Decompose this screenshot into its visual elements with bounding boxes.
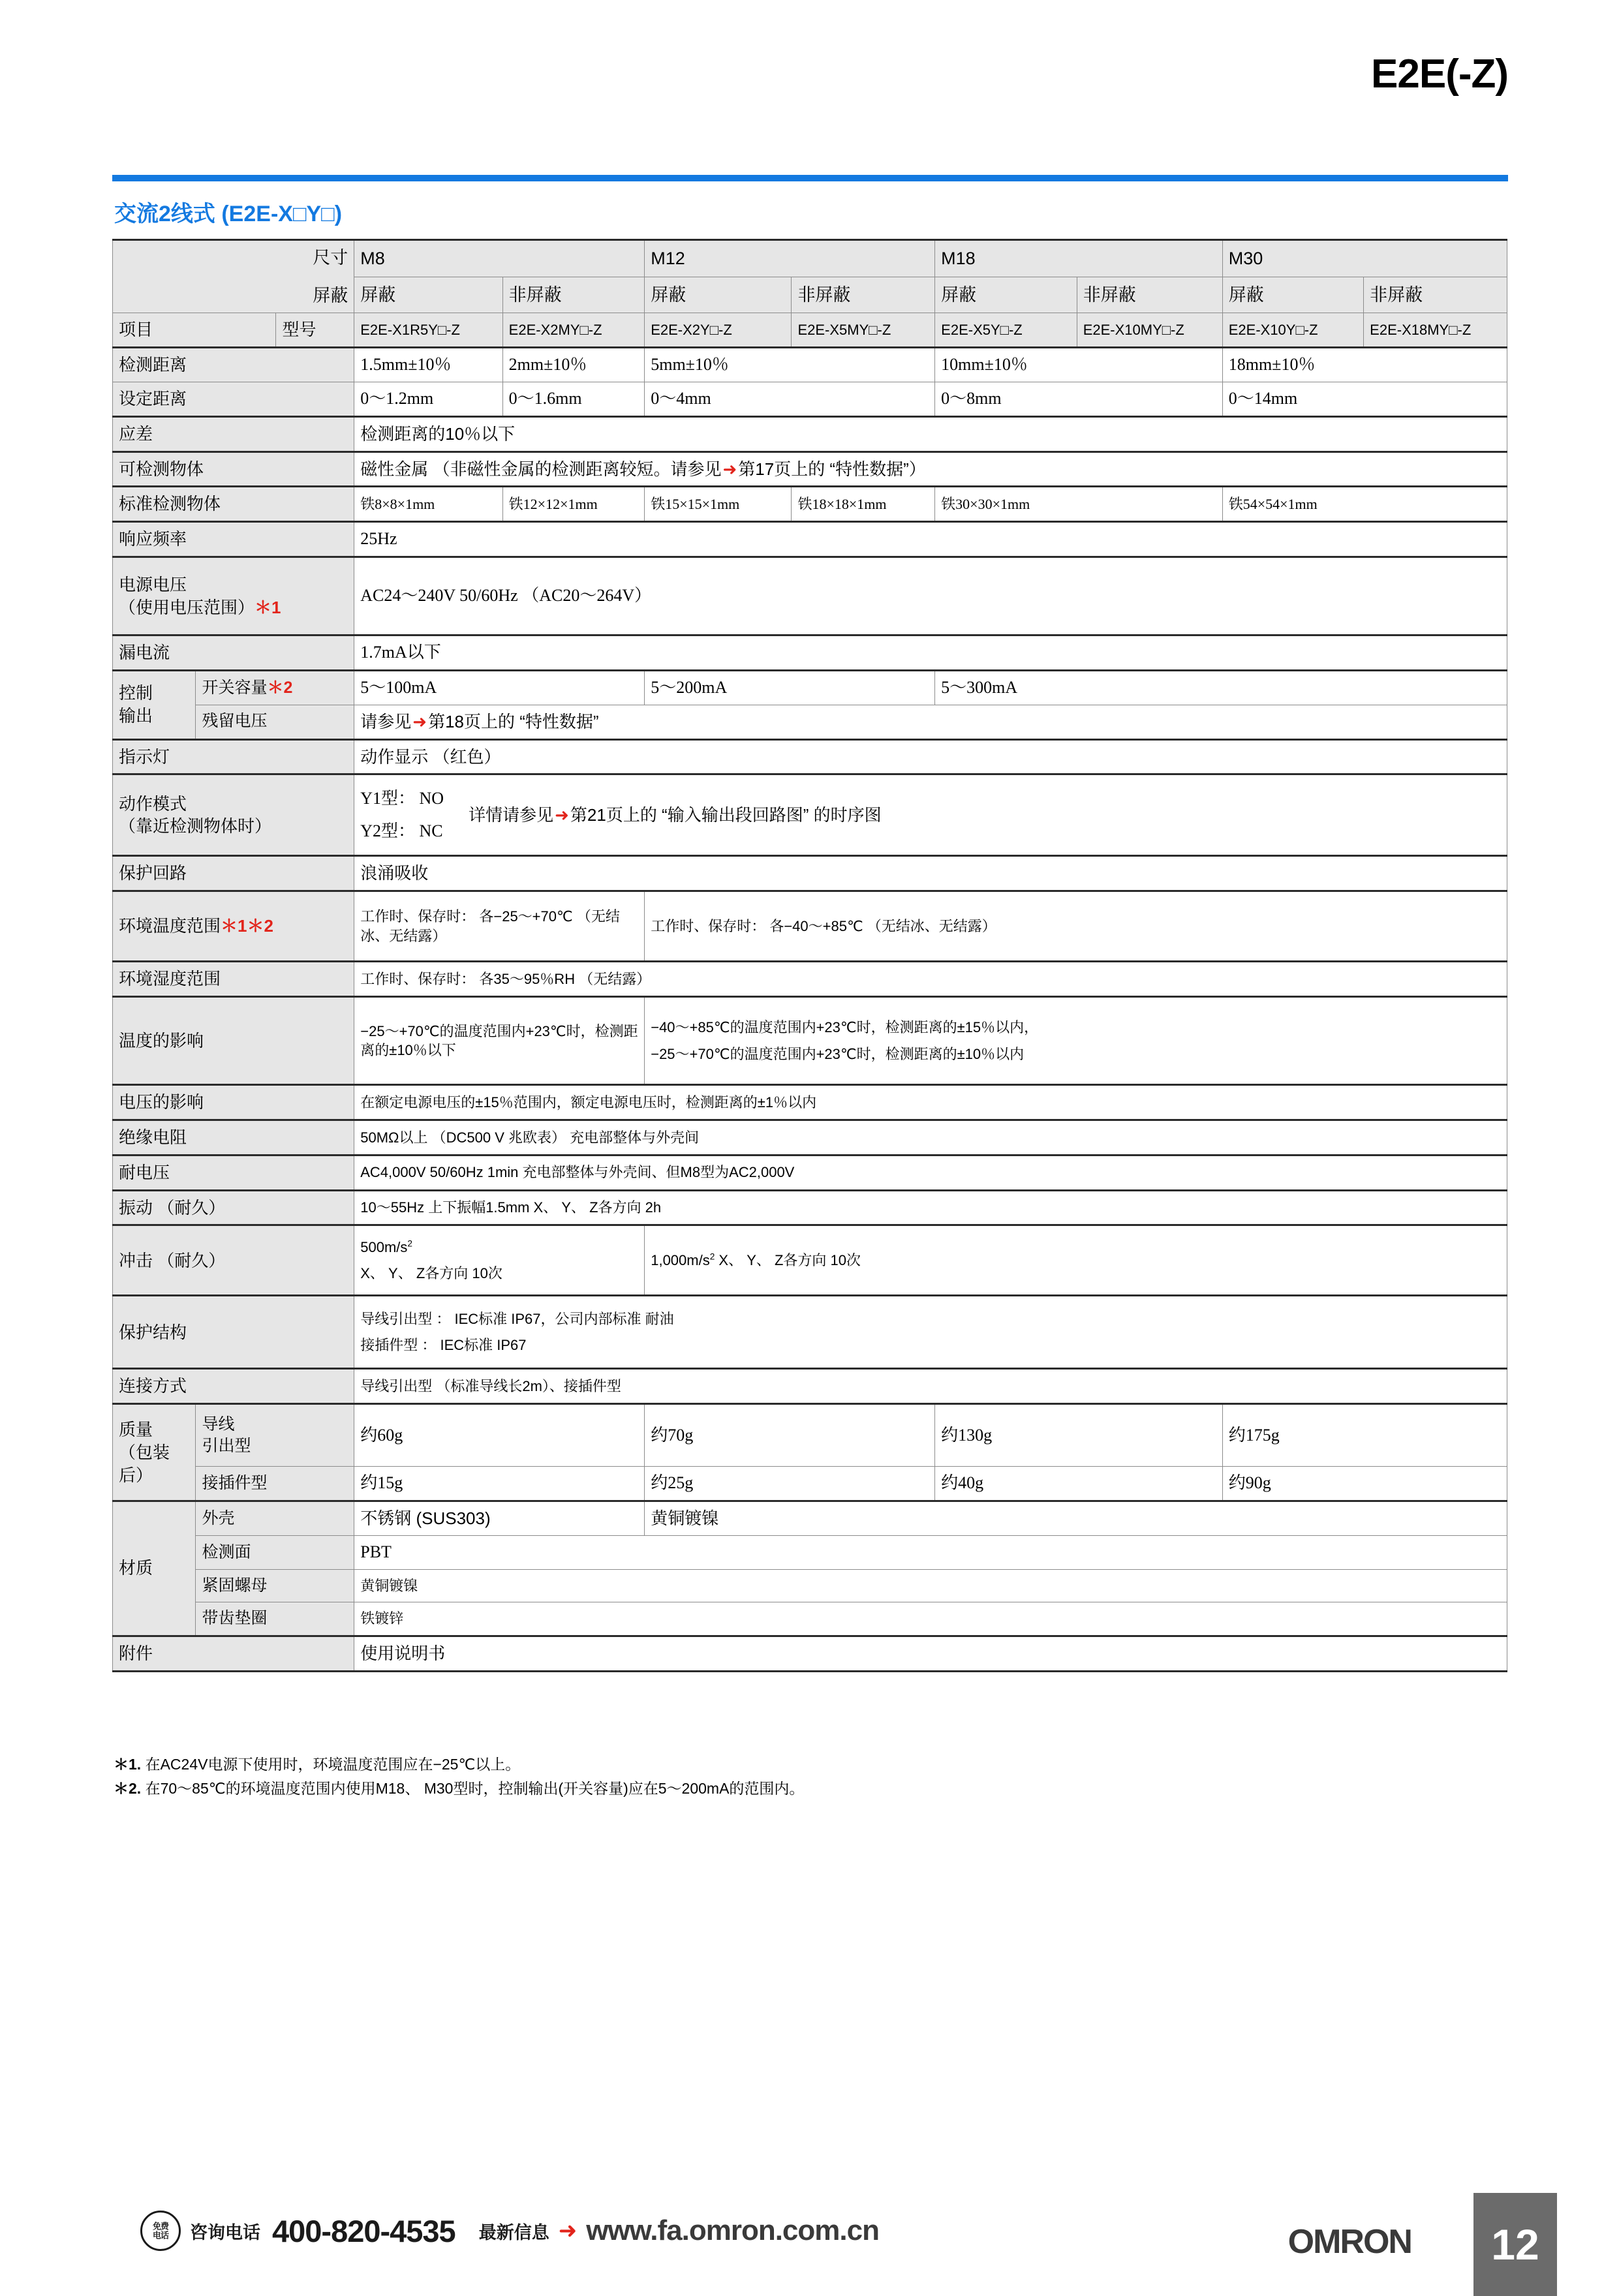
row-mass-lead-type (113, 1404, 1507, 1467)
value-leakage-current: 1.7mA以下 (354, 635, 1507, 671)
standard-object-1: 铁8×8×1mm (354, 487, 502, 522)
page-header (0, 0, 1619, 150)
value-indicator: 动作显示 （红色） (354, 739, 1507, 774)
value-connection: 导线引出型 （标准导线长2m）、接插件型 (354, 1369, 1507, 1404)
row-residual-voltage (113, 705, 1507, 739)
row-ambient-humidity (113, 962, 1507, 997)
value-material-sensing-face: PBT (354, 1535, 1507, 1569)
shock-m8 (354, 1225, 645, 1296)
shock-other: $1,000m/s^2$ X、 Y、 Z各方向 10次 (645, 1225, 1507, 1296)
label-accessory: 附件 (113, 1636, 354, 1671)
value-response-frequency: 25Hz (354, 522, 1507, 557)
row-leakage-current (113, 635, 1507, 671)
label-insulation-resistance: 绝缘电阻 (113, 1120, 354, 1155)
set-distance-m30: 0〜14mm (1222, 382, 1507, 417)
row-material-case (113, 1501, 1507, 1536)
page-number: 12 (1473, 2193, 1557, 2296)
mass-connector-m30: 约90g (1222, 1467, 1507, 1501)
row-temperature-influence (113, 997, 1507, 1085)
label-material-case: 外壳 (196, 1501, 354, 1536)
protection-structure-line2: 接插件型 ： IEC标准 IP67 (360, 1336, 527, 1353)
label-material-sensing-face: 检测面 (196, 1535, 354, 1569)
omron-website-link[interactable]: www.fa.omron.com.cn (586, 2214, 879, 2246)
value-dielectric-strength: AC4,000V 50/60Hz 1min 充电部整体与外壳间、但M8型为AC2,000V (354, 1155, 1507, 1190)
shield-corner-label: 屏蔽 (313, 286, 348, 306)
row-material-nut (113, 1569, 1507, 1602)
product-title: E2E(-Z) (1371, 52, 1508, 97)
operation-mode-note-pre: 详情请参见 (469, 805, 554, 825)
row-ambient-temperature (113, 891, 1507, 962)
label-mass (113, 1404, 196, 1501)
protection-structure-line1: 导线引出型 ： IEC标准 IP67，公司内部标准 耐油 (360, 1311, 674, 1328)
model-6: E2E-X10MY□-Z (1077, 313, 1222, 348)
row-detect-distance (113, 348, 1507, 382)
model-5: E2E-X5Y□-Z (935, 313, 1077, 348)
row-shock (113, 1225, 1507, 1296)
model-7: E2E-X10Y□-Z (1222, 313, 1363, 348)
row-detectable-object (113, 452, 1507, 487)
label-indicator: 指示灯 (113, 739, 354, 774)
arrow-right-icon: ➜ (555, 805, 569, 825)
latest-info-label: 最新信息 (478, 2222, 549, 2242)
footnote-2-mark: ＊2. (114, 1780, 142, 1798)
value-residual-voltage (354, 705, 1507, 739)
operation-mode-note-post: 第21页上的 “输入输出段回路图” 的时序图 (570, 805, 882, 825)
row-hysteresis (113, 416, 1507, 452)
model-1: E2E-X1R5Y□-Z (354, 313, 502, 348)
value-protection-structure (354, 1296, 1507, 1369)
label-connection: 连接方式 (113, 1369, 354, 1404)
footnote-mark-1: ＊1 (254, 597, 281, 617)
value-voltage-influence: 在额定电源电压的±15％范围内，额定电源电压时，检测距离的±1％以内 (354, 1085, 1507, 1120)
label-material-nut: 紧固螺母 (196, 1569, 354, 1602)
mass-lead-m18: 约130g (935, 1404, 1223, 1467)
mass-connector-m8: 约15g (354, 1467, 645, 1501)
model-3: E2E-X2Y□-Z (645, 313, 792, 348)
label-ambient-temperature: 环境温度范围＊1＊2 (113, 891, 354, 962)
standard-object-5: 铁30×30×1mm (935, 487, 1223, 522)
footnotes (114, 1753, 804, 1801)
shield-type-5: 屏蔽 (935, 277, 1077, 313)
shield-type-6: 非屏蔽 (1077, 277, 1222, 313)
value-hysteresis: 检测距离的10％以下 (354, 416, 1507, 452)
detect-distance-m18: 10mm±10％ (935, 348, 1223, 382)
row-material-sensing-face (113, 1535, 1507, 1569)
residual-voltage-pre: 请参见 (360, 711, 412, 731)
standard-object-2: 铁12×12×1mm (502, 487, 645, 522)
size-corner-label (113, 240, 354, 313)
label-protection-circuit: 保护回路 (113, 856, 354, 891)
row-switch-capacity (113, 670, 1507, 705)
value-ambient-humidity: 工作时、保存时： 各35〜95％RH （无结露） (354, 962, 1507, 997)
table-header-sizes (113, 240, 1507, 277)
model-4: E2E-X5MY□-Z (792, 313, 935, 348)
temperature-influence-m8: −25〜+70℃的温度范围内+23℃时，检测距离的±10％以下 (354, 997, 645, 1085)
footnote-1-text: 在AC24V电源下使用时，环境温度范围应在−25℃以上。 (145, 1756, 521, 1773)
operation-mode-line1: 动作模式 (119, 793, 187, 814)
label-ambient-humidity: 环境湿度范围 (113, 962, 354, 997)
row-standard-object (113, 487, 1507, 522)
consult-phone: 400-820-4535 (272, 2213, 455, 2248)
label-standard-object: 标准检测物体 (113, 487, 354, 522)
detect-distance-m12: 5mm±10％ (645, 348, 935, 382)
label-detectable-object: 可检测物体 (113, 452, 354, 487)
size-m12: M12 (645, 240, 935, 277)
consult-label: 咨询电话 (190, 2222, 260, 2242)
shield-type-8: 非屏蔽 (1364, 277, 1507, 313)
model-8: E2E-X18MY□-Z (1364, 313, 1507, 348)
material-case-m8: 不锈钢 (SUS303) (354, 1501, 645, 1536)
ambient-temperature-other: 工作时、保存时： 各−40〜+85℃ （无结冰、无结露） (645, 891, 1507, 962)
badge-line2: 电话 (152, 2230, 169, 2240)
footnote-2 (114, 1777, 804, 1801)
badge-line1: 免费 (152, 2221, 169, 2231)
size-m18: M18 (935, 240, 1223, 277)
switch-capacity-m18-m30: 5〜300mA (935, 670, 1507, 705)
model-label: 型号 (276, 313, 354, 348)
row-operation-mode (113, 774, 1507, 856)
value-material-washer: 铁镀锌 (354, 1602, 1507, 1636)
row-dielectric-strength (113, 1155, 1507, 1190)
detectable-object-pre: 磁性金属 （非磁性金属的检测距离较短。请参见 (360, 459, 722, 479)
row-accessory (113, 1636, 1507, 1671)
label-vibration: 振动 （耐久） (113, 1190, 354, 1225)
row-protection-structure (113, 1296, 1507, 1369)
value-power-voltage: AC24〜240V 50/60Hz （AC20〜264V） (354, 557, 1507, 635)
label-mass-connector-type: 接插件型 (196, 1467, 354, 1501)
label-material: 材质 (113, 1501, 196, 1636)
row-insulation-resistance (113, 1120, 1507, 1155)
value-vibration: 10〜55Hz 上下振幅1.5mm X、 Y、 Z各方向 2h (354, 1190, 1507, 1225)
detect-distance-m30: 18mm±10％ (1222, 348, 1507, 382)
label-operation-mode (113, 774, 354, 856)
footnote-1 (114, 1753, 804, 1777)
set-distance-m8-unshield: 0〜1.6mm (502, 382, 645, 417)
operation-mode-y1: Y1型： NO (360, 788, 444, 808)
omron-logo: OMRON (1287, 2223, 1411, 2261)
mass-lead-m30: 约175g (1222, 1404, 1507, 1467)
value-detectable-object (354, 452, 1507, 487)
standard-object-3: 铁15×15×1mm (645, 487, 792, 522)
row-indicator (113, 739, 1507, 774)
shock-line1: $500m/s^2$ (360, 1239, 412, 1256)
control-output-line1: 控制 (119, 683, 153, 703)
label-temperature-influence: 温度的影响 (113, 997, 354, 1085)
operation-mode-y2: Y2型： NC (360, 821, 443, 841)
set-distance-m12: 0〜4mm (645, 382, 935, 417)
detectable-object-post: 第17页上的 “特性数据”） (738, 459, 926, 479)
detect-distance-m8-shield: 1.5mm±10％ (354, 348, 502, 382)
mass-lead-line1: 导线 (202, 1415, 235, 1433)
material-case-other: 黄铜镀镍 (645, 1501, 1507, 1536)
arrow-right-icon: ➜ (558, 2218, 578, 2243)
arrow-right-icon: ➜ (412, 711, 427, 731)
section-title: 交流2线式 (E2E-X□Y□) (114, 202, 343, 226)
label-detect-distance: 检测距离 (113, 348, 354, 382)
page-footer (0, 2199, 1619, 2290)
table-header-models (113, 313, 1507, 348)
row-response-frequency (113, 522, 1507, 557)
shield-type-2: 非屏蔽 (502, 277, 645, 313)
label-response-frequency: 响应频率 (113, 522, 354, 557)
label-material-washer: 带齿垫圈 (196, 1602, 354, 1636)
label-mass-lead-type (196, 1404, 354, 1467)
label-hysteresis: 应差 (113, 416, 354, 452)
switch-capacity-m8: 5〜100mA (354, 670, 645, 705)
shield-type-3: 屏蔽 (645, 277, 792, 313)
row-mass-connector-type (113, 1467, 1507, 1501)
label-switch-capacity: 开关容量＊2 (196, 670, 354, 705)
row-set-distance (113, 382, 1507, 417)
mass-connector-m18: 约40g (935, 1467, 1223, 1501)
label-shock: 冲击 （耐久） (113, 1225, 354, 1296)
switch-capacity-m12: 5〜200mA (645, 670, 935, 705)
row-protection-circuit (113, 856, 1507, 891)
row-power-voltage (113, 557, 1507, 635)
label-residual-voltage: 残留电压 (196, 705, 354, 739)
footnote-mark-2: ＊2 (267, 678, 293, 697)
detect-distance-m8-unshield: 2mm±10％ (502, 348, 645, 382)
specifications-table (112, 239, 1507, 1672)
footnote-1-mark: ＊1. (114, 1756, 142, 1773)
set-distance-m8-shield: 0〜1.2mm (354, 382, 502, 417)
temperature-influence-line1: −40〜+85℃的温度范围内+23℃时，检测距离的±15％以内， (651, 1018, 1039, 1035)
label-control-output (113, 670, 196, 739)
power-voltage-line2: （使用电压范围）＊1 (119, 597, 281, 617)
temperature-influence-line2: −25〜+70℃的温度范围内+23℃时，检测距离的±10％以内 (651, 1046, 1025, 1063)
control-output-line2: 输出 (119, 706, 153, 726)
shock-line2: X、 Y、 Z各方向 10次 (360, 1264, 502, 1281)
operation-mode-line2: （靠近检测物体时） (119, 816, 272, 836)
row-vibration (113, 1190, 1507, 1225)
value-insulation-resistance: 50MΩ以上 （DC500 V 兆欧表） 充电部整体与外壳间 (354, 1120, 1507, 1155)
value-operation-mode (354, 774, 1507, 856)
ambient-temperature-m8: 工作时、保存时： 各−25〜+70℃ （无结冰、无结露） (354, 891, 645, 962)
row-connection (113, 1369, 1507, 1404)
label-dielectric-strength: 耐电压 (113, 1155, 354, 1190)
arrow-right-icon: ➜ (722, 459, 737, 479)
label-voltage-influence: 电压的影响 (113, 1085, 354, 1120)
mass-line1: 质量 (119, 1419, 153, 1439)
item-label: 项目 (113, 313, 276, 348)
value-protection-circuit: 浪涌吸收 (354, 856, 1507, 891)
mass-line2: （包装后） (119, 1442, 170, 1485)
size-label: 尺寸 (313, 248, 348, 268)
value-material-nut: 黄铜镀镍 (354, 1569, 1507, 1602)
label-power-voltage (113, 557, 354, 635)
row-voltage-influence (113, 1085, 1507, 1120)
mass-lead-m12: 约70g (645, 1404, 935, 1467)
shield-type-7: 屏蔽 (1222, 277, 1363, 313)
shield-type-4: 非屏蔽 (792, 277, 935, 313)
set-distance-m18: 0〜8mm (935, 382, 1223, 417)
mass-lead-line2: 引出型 (202, 1437, 251, 1456)
standard-object-6: 铁54×54×1mm (1222, 487, 1507, 522)
label-set-distance: 设定距离 (113, 382, 354, 417)
residual-voltage-post: 第18页上的 “特性数据” (428, 711, 599, 731)
label-protection-structure: 保护结构 (113, 1296, 354, 1369)
footer-contact (140, 2211, 879, 2251)
footnote-2-text: 在70〜85℃的环境温度范围内使用M18、 M30型时，控制输出(开关容量)应在5〜200mA的范围内。 (145, 1780, 805, 1798)
model-2: E2E-X2MY□-Z (502, 313, 645, 348)
shield-type-1: 屏蔽 (354, 277, 502, 313)
row-material-washer (113, 1602, 1507, 1636)
temperature-influence-other (645, 997, 1507, 1085)
section-accent-rule (112, 175, 1508, 181)
value-accessory: 使用说明书 (354, 1636, 1507, 1671)
size-m30: M30 (1222, 240, 1507, 277)
size-m8: M8 (354, 240, 645, 277)
power-voltage-line1: 电源电压 (119, 574, 187, 594)
label-leakage-current: 漏电流 (113, 635, 354, 671)
free-phone-icon (140, 2211, 181, 2251)
footnote-mark-1-2: ＊1＊2 (221, 916, 273, 936)
mass-lead-m8: 约60g (354, 1404, 645, 1467)
mass-connector-m12: 约25g (645, 1467, 935, 1501)
standard-object-4: 铁18×18×1mm (792, 487, 935, 522)
